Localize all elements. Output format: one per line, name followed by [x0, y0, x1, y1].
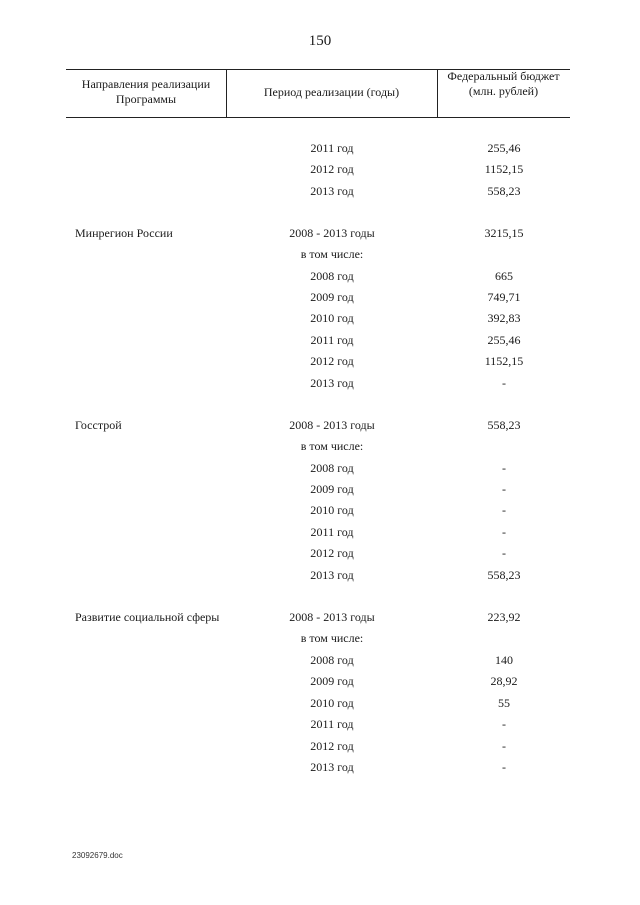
year-value: 392,83	[487, 311, 521, 325]
year-value: 665	[495, 269, 513, 283]
year-value: 558,23	[487, 568, 521, 582]
year-period: 2010 год	[310, 696, 354, 710]
total-value: 558,23	[487, 418, 521, 432]
year-period: 2011 год	[310, 525, 354, 539]
including-label: в том числе:	[300, 247, 364, 261]
header-period: Период реализации (годы)	[263, 85, 400, 99]
year-period: 2008 год	[310, 461, 354, 475]
year-value: 140	[495, 653, 513, 667]
year-period: 2008 год	[310, 653, 354, 667]
year-value: -	[502, 760, 506, 774]
year-period: 2012 год	[310, 546, 354, 560]
total-period: 2008 - 2013 годы	[289, 226, 375, 240]
year-period: 2008 год	[310, 269, 354, 283]
total-value: 223,92	[487, 610, 521, 624]
year-value: 255,46	[487, 333, 521, 347]
total-period: 2008 - 2013 годы	[289, 610, 375, 624]
year-value: -	[502, 717, 506, 731]
year-period: 2012 год	[310, 354, 354, 368]
year-period: 2013 год	[310, 760, 354, 774]
year-value: 55	[498, 696, 510, 710]
continuation-value: 1152,15	[484, 162, 524, 176]
header-direction: Направления реализации Программы	[81, 77, 211, 106]
year-period: 2013 год	[310, 568, 354, 582]
year-value: -	[502, 461, 506, 475]
year-value: 1152,15	[484, 354, 524, 368]
year-value: -	[502, 546, 506, 560]
direction-label: Госстрой	[75, 418, 122, 432]
year-value: -	[502, 376, 506, 390]
year-period: 2009 год	[310, 290, 354, 304]
year-value: 28,92	[490, 674, 518, 688]
continuation-period: 2013 год	[310, 184, 354, 198]
document-filename: 23092679.doc	[72, 851, 123, 860]
year-period: 2011 год	[310, 333, 354, 347]
continuation-value: 558,23	[487, 184, 521, 198]
continuation-period: 2012 год	[310, 162, 354, 176]
year-value: -	[502, 739, 506, 753]
year-period: 2011 год	[310, 717, 354, 731]
year-value: -	[502, 503, 506, 517]
continuation-value: 255,46	[487, 141, 521, 155]
including-label: в том числе:	[300, 631, 364, 645]
year-value: 749,71	[487, 290, 521, 304]
page-number: 150	[308, 33, 332, 49]
year-period: 2013 год	[310, 376, 354, 390]
direction-label: Минрегион России	[75, 226, 173, 240]
year-period: 2009 год	[310, 482, 354, 496]
year-value: -	[502, 525, 506, 539]
year-period: 2010 год	[310, 503, 354, 517]
year-period: 2012 год	[310, 739, 354, 753]
year-period: 2009 год	[310, 674, 354, 688]
table-header-bottom-rule	[66, 117, 570, 118]
total-value: 3215,15	[484, 226, 524, 240]
header-budget: Федеральный бюджет (млн. рублей)	[447, 69, 560, 98]
year-period: 2010 год	[310, 311, 354, 325]
direction-label: Развитие социальной сферы	[75, 610, 220, 624]
including-label: в том числе:	[300, 439, 364, 453]
total-period: 2008 - 2013 годы	[289, 418, 375, 432]
continuation-period: 2011 год	[310, 141, 354, 155]
year-value: -	[502, 482, 506, 496]
